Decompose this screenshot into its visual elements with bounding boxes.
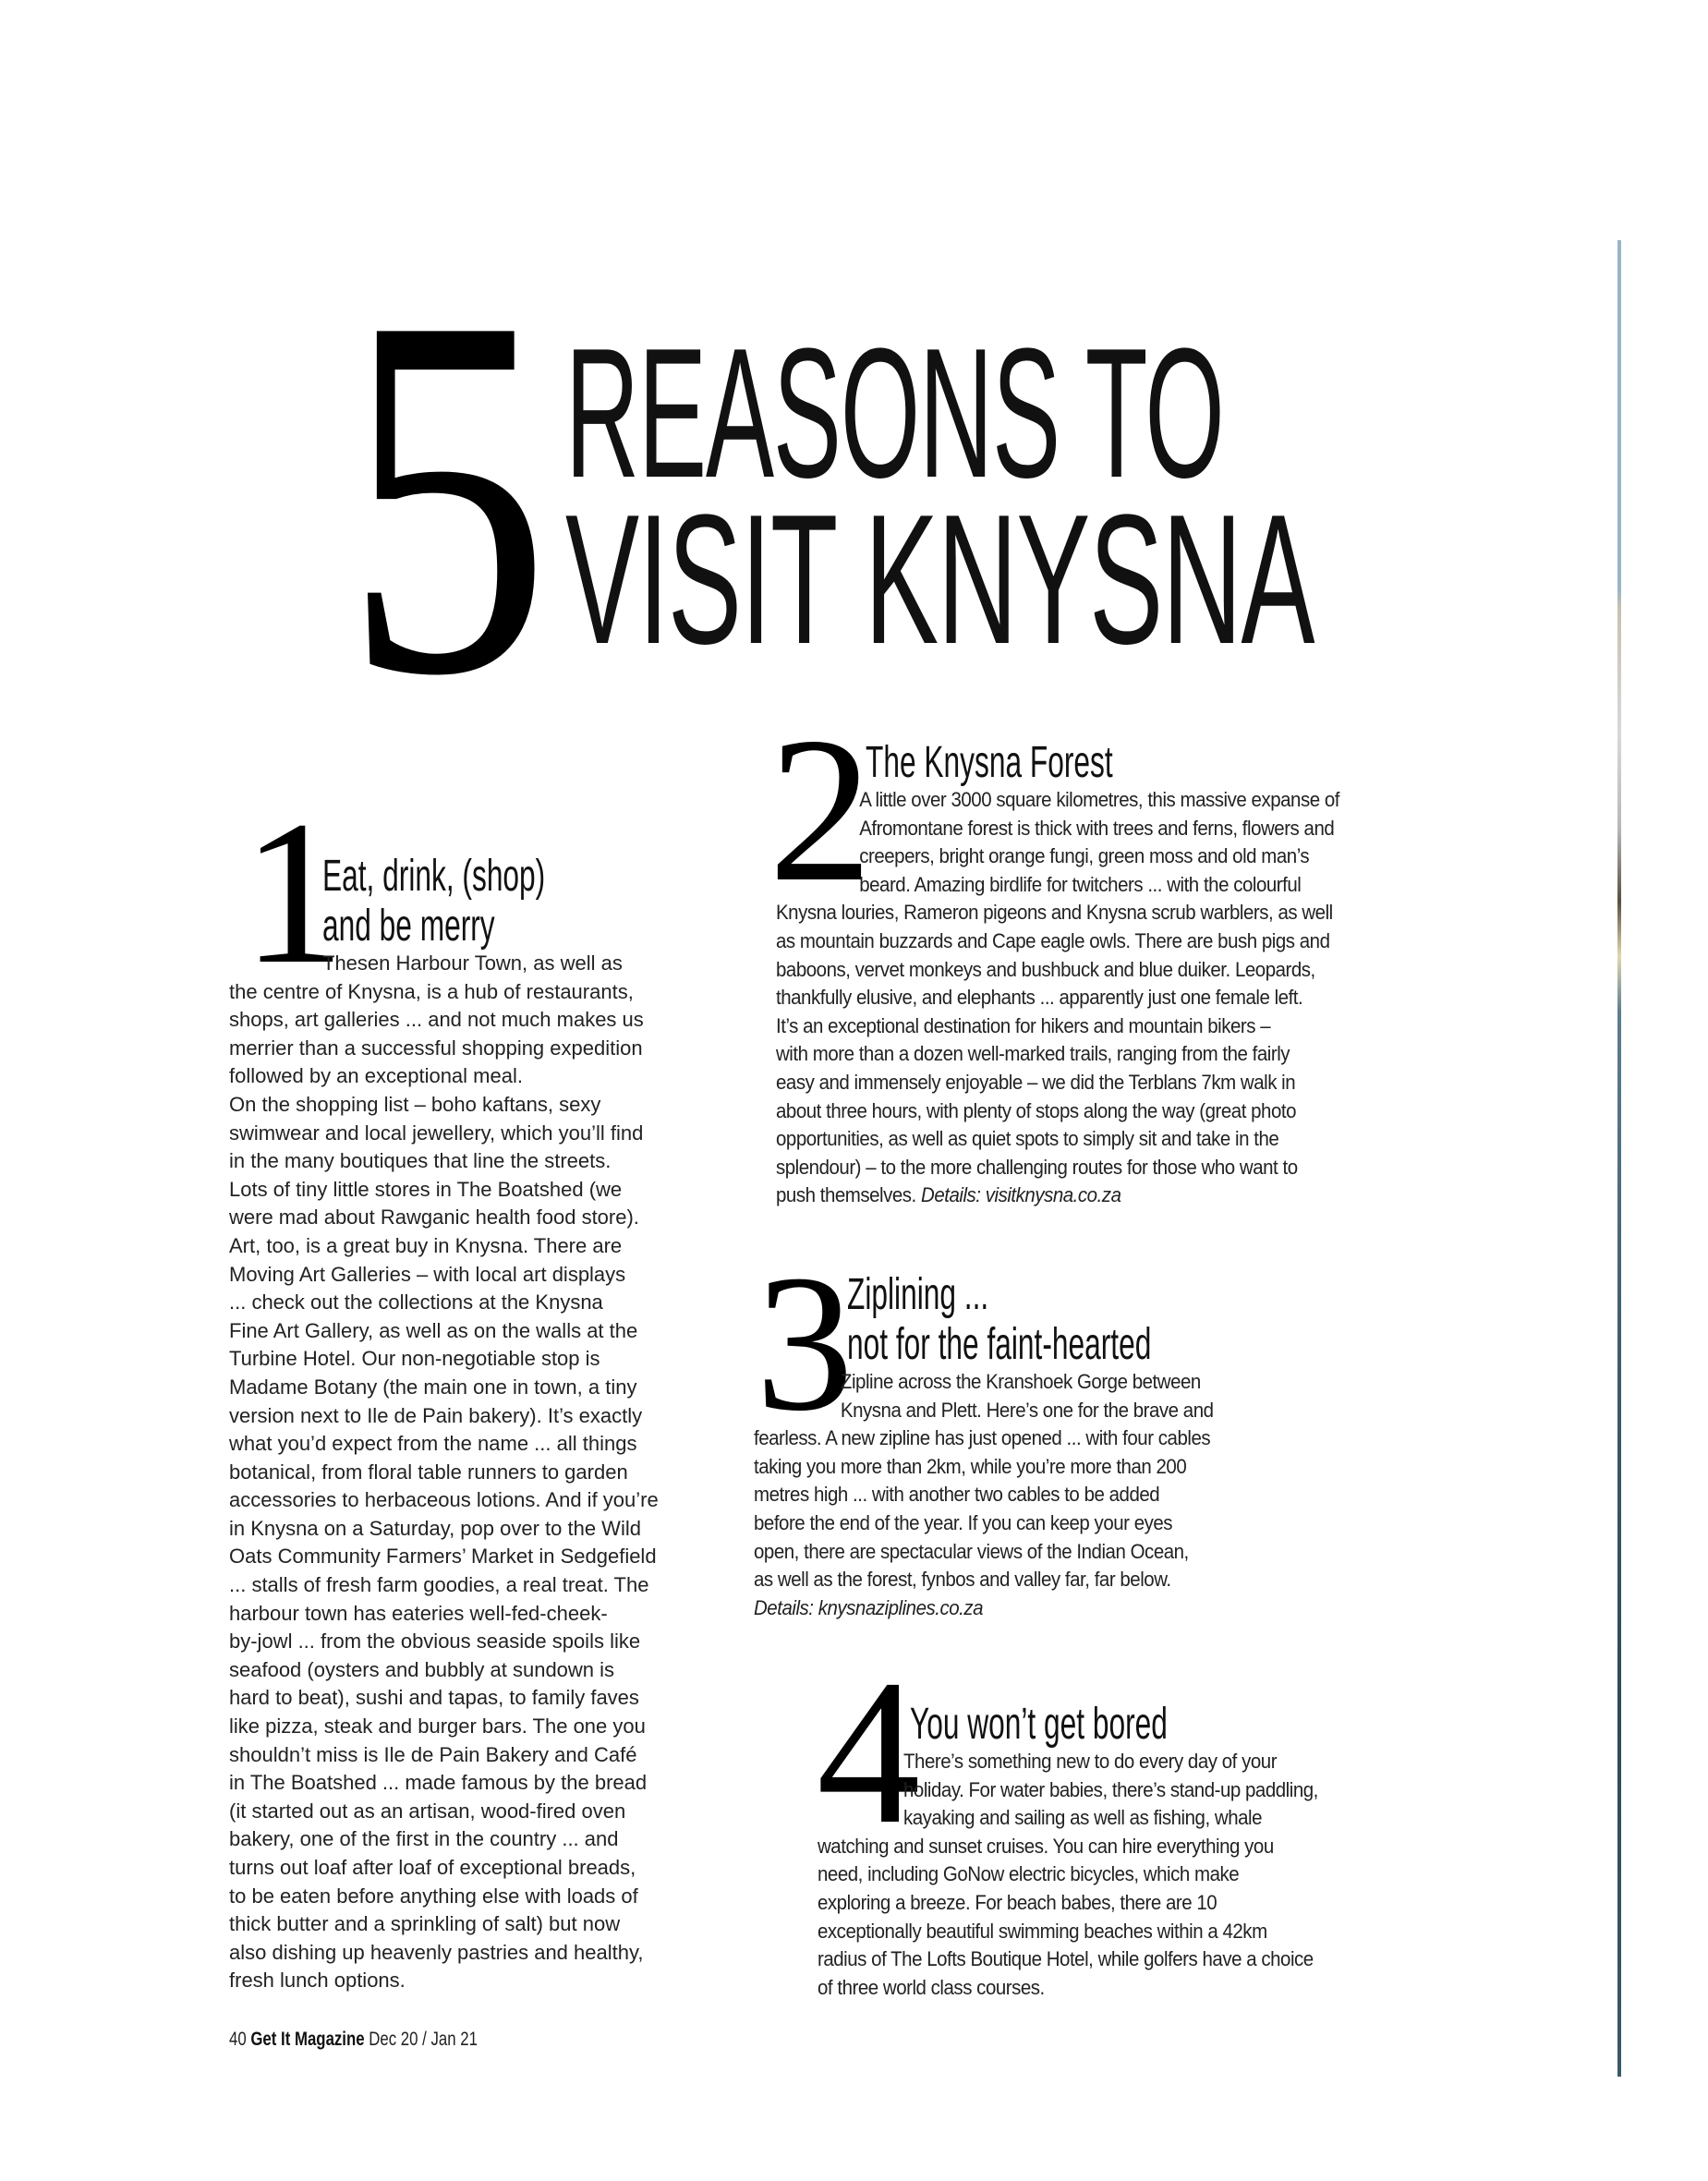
- body-text: merrier than a successful shopping expedition: [229, 1036, 643, 1060]
- body-line: [229, 1571, 659, 1600]
- body-line: [229, 1600, 659, 1629]
- body-line: [229, 1939, 659, 1968]
- body-text: need, including GoNow electric bicycles, which make: [818, 1862, 1240, 1886]
- body-line: [818, 1776, 1318, 1805]
- heading-line: not for the faint-hearted: [847, 1320, 1152, 1369]
- body-line: [229, 1656, 659, 1685]
- body-line: [754, 1566, 1214, 1594]
- body-text: about three hours, with plenty of stops along the way (great photo: [776, 1098, 1297, 1122]
- body-line: [229, 1515, 659, 1544]
- body-text: before the end of the year. If you can keep your eyes: [754, 1510, 1173, 1534]
- body-text: easy and immensely enjoyable – we did the Terblans 7km walk in: [776, 1070, 1296, 1094]
- body-line: [776, 786, 1339, 815]
- body-line: [776, 1097, 1339, 1126]
- body-line: [818, 1974, 1318, 2003]
- heading-line: Ziplining ...: [847, 1270, 989, 1319]
- details-link: Details: visitknysna.co.za: [921, 1183, 1121, 1207]
- body-line: [229, 1684, 659, 1713]
- body-line: [776, 956, 1339, 985]
- body-text: A little over 3000 square kilometres, this massive expanse of: [859, 788, 1339, 811]
- body-text: Zipline across the Kranshoek Gorge between: [840, 1370, 1201, 1393]
- body-text: of three world class courses.: [818, 1975, 1045, 1999]
- body-line: [776, 899, 1339, 927]
- body-text: fresh lunch options.: [229, 1969, 406, 1993]
- body-text: Fine Art Gallery, as well as on the walls at the: [229, 1318, 638, 1342]
- body-line: [229, 1883, 659, 1911]
- body-text: version next to Ile de Pain bakery). It’s exactly: [229, 1403, 643, 1427]
- magazine-name: Get It Magazine: [250, 2029, 365, 2050]
- body-line: [754, 1509, 1214, 1538]
- body-text: as mountain buzzards and Cape eagle owls. There are bush pigs and: [776, 928, 1330, 952]
- body-text: beard. Amazing birdlife for twitchers ... with the colourful: [859, 872, 1302, 896]
- section-1-number: 1: [242, 779, 345, 1007]
- body-text: what you’d expect from the name ... all things: [229, 1432, 637, 1456]
- body-line: [229, 1289, 659, 1317]
- body-text: to be eaten before anything else with loads of: [229, 1884, 638, 1908]
- body-text: like pizza, steak and burger bars. The one you: [229, 1715, 646, 1739]
- body-text: push themselves.: [776, 1183, 916, 1207]
- body-line: [818, 1804, 1318, 1833]
- body-text: baboons, vervet monkeys and bushbuck and blue duiker. Leopards,: [776, 957, 1315, 981]
- body-line: [776, 1012, 1339, 1041]
- body-line: [229, 1741, 659, 1770]
- body-text: radius of The Lofts Boutique Hotel, while golfers have a choice: [818, 1947, 1314, 1971]
- body-line: [818, 1748, 1318, 1776]
- body-line: [754, 1453, 1214, 1482]
- body-line: [229, 1910, 659, 1939]
- body-text: in The Boatshed ... made famous by the bread: [229, 1771, 648, 1795]
- body-text: shops, art galleries ... and not much makes us: [229, 1008, 644, 1032]
- body-line: [818, 1860, 1318, 1889]
- adjacent-page-photo-edge: [1617, 240, 1621, 2077]
- body-line: [776, 927, 1339, 956]
- title-line-1: REASONS TO: [565, 310, 1224, 516]
- body-line: [776, 1069, 1339, 1097]
- body-line: [818, 1918, 1318, 1946]
- body-text: ... stalls of fresh farm goodies, a real treat. The: [229, 1573, 649, 1597]
- body-line: [229, 1854, 659, 1883]
- body-text: shouldn’t miss is Ile de Pain Bakery and Café: [229, 1742, 637, 1766]
- section-4-heading: [910, 1700, 1301, 1750]
- body-line: [229, 1062, 659, 1091]
- body-text: Turbine Hotel. Our non-negotiable stop is: [229, 1347, 600, 1371]
- body-line: [229, 1628, 659, 1656]
- body-line: [818, 1889, 1318, 1918]
- body-text: as well as the forest, fynbos and valley far, far below.: [754, 1568, 1171, 1592]
- heading-line: Eat, drink, (shop): [322, 852, 546, 901]
- body-line: [229, 1459, 659, 1487]
- body-text: turns out loaf after loaf of exceptional breads,: [229, 1856, 636, 1879]
- section-4-body: [818, 1748, 1356, 2002]
- details-link: Details: knysnaziplines.co.za: [754, 1595, 984, 1619]
- body-line: [229, 1430, 659, 1459]
- body-line: [754, 1368, 1214, 1397]
- page-number: 40: [229, 2029, 247, 2050]
- body-text: hard to beat), sushi and tapas, to family faves: [229, 1686, 639, 1710]
- body-text: with more than a dozen well-marked trails, ranging from the fairly: [776, 1042, 1290, 1066]
- body-text: Knysna and Plett. Here’s one for the brave and: [840, 1398, 1214, 1422]
- body-line: [776, 871, 1339, 900]
- body-text: exceptionally beautiful swimming beaches within a 42km: [818, 1919, 1267, 1943]
- body-text: swimwear and local jewellery, which you’ll find: [229, 1121, 644, 1145]
- body-line: [776, 1125, 1339, 1154]
- body-line: [229, 1204, 659, 1232]
- body-text: in Knysna on a Saturday, pop over to the Wild: [229, 1516, 641, 1540]
- section-2-heading: [866, 738, 1241, 788]
- body-text: Afromontane forest is thick with trees and ferns, flowers and: [859, 816, 1335, 840]
- heading-line: The Knysna Forest: [866, 738, 1113, 787]
- body-line: [229, 1035, 659, 1063]
- body-text: Knysna louries, Rameron pigeons and Knysna scrub warblers, as well: [776, 901, 1333, 925]
- body-line: [229, 1543, 659, 1571]
- body-text: holiday. For water babies, there’s stand-up paddling,: [903, 1777, 1318, 1801]
- body-line: [754, 1481, 1214, 1509]
- body-line: [229, 1769, 659, 1798]
- body-text: Thesen Harbour Town, as well as: [322, 951, 623, 975]
- body-text: taking you more than 2km, while you’re more than 200: [754, 1454, 1187, 1478]
- body-line: [229, 1120, 659, 1148]
- body-text: fearless. A new zipline has just opened ... with four cables: [754, 1426, 1211, 1450]
- body-text: watching and sunset cruises. You can hire everything you: [818, 1834, 1274, 1858]
- section-2-number: 2: [769, 694, 873, 925]
- body-text: It’s an exceptional destination for hikers and mountain bikers –: [776, 1013, 1271, 1037]
- body-text: followed by an exceptional meal.: [229, 1064, 523, 1088]
- body-text: in the many boutiques that line the streets.: [229, 1149, 612, 1173]
- body-line: [818, 1945, 1318, 1974]
- body-line: [229, 1091, 659, 1120]
- heading-line: and be merry: [322, 902, 495, 951]
- body-text: open, there are spectacular views of the Indian Ocean,: [754, 1539, 1189, 1563]
- body-line: [229, 1374, 659, 1402]
- body-line: [818, 1833, 1318, 1861]
- body-text: Madame Botany (the main one in town, a tiny: [229, 1375, 637, 1399]
- section-3-heading: [847, 1270, 1308, 1370]
- body-line: [229, 1825, 659, 1854]
- body-text: splendour) – to the more challenging routes for those who want to: [776, 1155, 1298, 1179]
- body-text: There’s something new to do every day of your: [903, 1750, 1278, 1773]
- body-text: thick butter and a sprinkling of salt) but now: [229, 1912, 621, 1936]
- body-line: [229, 1713, 659, 1741]
- body-line: [776, 815, 1339, 843]
- section-1-heading: [322, 852, 660, 951]
- section-3-body: [754, 1368, 1248, 1622]
- body-text: bakery, one of the first in the country ... and: [229, 1827, 619, 1851]
- body-line: [754, 1594, 1214, 1623]
- body-line: [229, 1402, 659, 1431]
- body-text: opportunities, as well as quiet spots to simply sit and take in the: [776, 1127, 1279, 1151]
- body-text: Moving Art Galleries – with local art displays: [229, 1262, 626, 1286]
- body-text: metres high ... with another two cables to be added: [754, 1483, 1160, 1507]
- body-text: (it started out as an artisan, wood-fired oven: [229, 1799, 626, 1823]
- body-line: [754, 1538, 1214, 1567]
- section-2-body: [776, 786, 1382, 1210]
- section-3-number: 3: [756, 1234, 854, 1451]
- page-footer: [229, 2029, 478, 2051]
- body-text: ... check out the collections at the Knysna: [229, 1290, 603, 1315]
- body-text: On the shopping list – boho kaftans, sexy: [229, 1092, 601, 1116]
- body-line: [229, 950, 659, 978]
- title-number: 5: [344, 210, 551, 782]
- body-line: [776, 1181, 1339, 1210]
- title-line-2: VISIT KNYSNA: [565, 477, 1314, 683]
- body-line: [229, 1261, 659, 1290]
- body-line: [776, 842, 1339, 871]
- body-text: Lots of tiny little stores in The Boatshed (we: [229, 1177, 623, 1201]
- body-text: by-jowl ... from the obvious seaside spoils like: [229, 1630, 641, 1654]
- body-text: also dishing up heavenly pastries and healthy,: [229, 1940, 644, 1964]
- body-line: [776, 984, 1339, 1012]
- body-line: [229, 1345, 659, 1374]
- section-4-number: 4: [817, 1636, 921, 1867]
- body-line: [229, 1967, 659, 1995]
- body-text: thankfully elusive, and elephants ... apparently just one female left.: [776, 986, 1303, 1010]
- body-line: [776, 1040, 1339, 1069]
- body-text: Oats Community Farmers’ Market in Sedgefield: [229, 1545, 657, 1569]
- body-line: [229, 1006, 659, 1035]
- body-line: [754, 1397, 1214, 1425]
- body-line: [229, 1147, 659, 1176]
- body-text: were mad about Rawganic health food store).: [229, 1206, 639, 1230]
- body-text: seafood (oysters and bubbly at sundown is: [229, 1657, 615, 1681]
- body-line: [229, 1176, 659, 1205]
- body-text: Art, too, is a great buy in Knysna. There are: [229, 1233, 623, 1257]
- body-text: botanical, from floral table runners to garden: [229, 1460, 628, 1484]
- body-text: kayaking and sailing as well as fishing, whale: [903, 1806, 1263, 1830]
- body-line: [754, 1424, 1214, 1453]
- body-line: [229, 978, 659, 1007]
- body-text: accessories to herbaceous lotions. And if you’re: [229, 1488, 659, 1512]
- body-line: [229, 1798, 659, 1826]
- body-text: the centre of Knysna, is a hub of restaurants,: [229, 979, 634, 1003]
- body-text: harbour town has eateries well-fed-cheek-: [229, 1601, 608, 1625]
- body-text: exploring a breeze. For beach babes, there are 10: [818, 1890, 1217, 1914]
- body-line: [229, 1486, 659, 1515]
- heading-line: You won’t get bored: [910, 1700, 1168, 1749]
- body-line: [229, 1232, 659, 1261]
- body-line: [229, 1317, 659, 1346]
- body-text: creepers, bright orange fungi, green moss and old man’s: [859, 844, 1310, 868]
- body-line: [776, 1154, 1339, 1182]
- section-1-body: [229, 950, 659, 1995]
- issue-date: Dec 20 / Jan 21: [369, 2029, 478, 2050]
